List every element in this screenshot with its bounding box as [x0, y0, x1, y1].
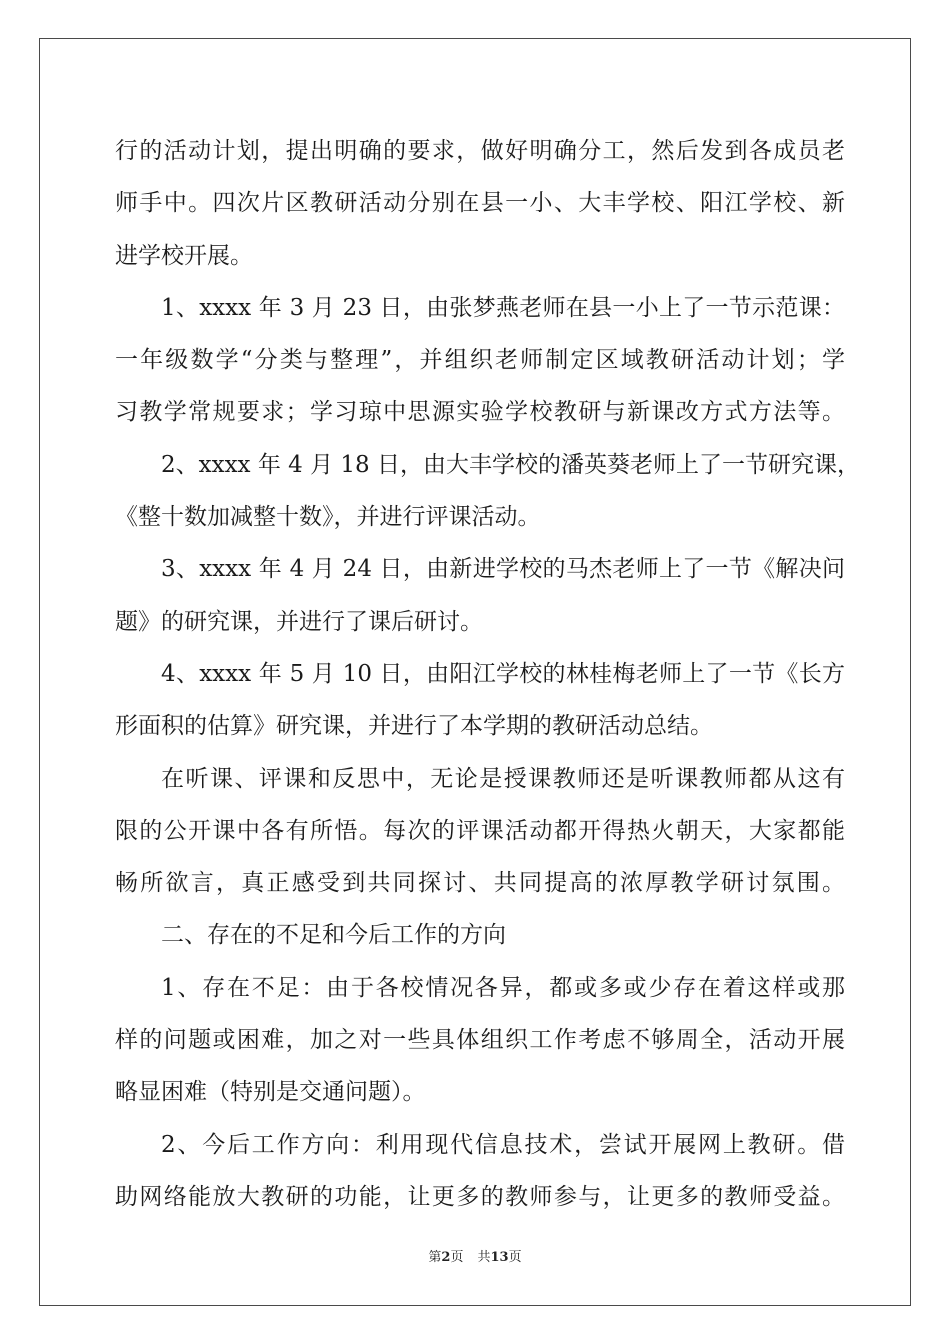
footer-page-suffix: 页 — [450, 1250, 464, 1265]
text-line: 样的问题或困难，加之对一些具体组织工作考虑不够周全，活动开展 — [115, 1027, 845, 1054]
text-line: 在听课、评课和反思中，无论是授课教师还是听课教师都从这有 — [161, 765, 845, 792]
footer-page-total: 13 — [490, 1250, 509, 1265]
footer-total-prefix: 共 — [477, 1250, 491, 1265]
text-line: 助网络能放大教研的功能，让更多的教师参与，让更多的教师受益。 — [115, 1183, 845, 1210]
text-line: 畅所欲言，真正感受到共同探讨、共同提高的浓厚教学研讨氛围。 — [115, 870, 845, 897]
footer-page-current: 2 — [441, 1250, 451, 1265]
text-line: 师手中。四次片区教研活动分别在县一小、大丰学校、阳江学校、新 — [115, 190, 845, 217]
text-line: 二、存在的不足和今后工作的方向 — [161, 922, 506, 949]
text-line: 2、xxxx 年 4 月 18 日，由大丰学校的潘英葵老师上了一节研究课， — [161, 451, 860, 478]
text-line: 4、xxxx 年 5 月 10 日，由阳江学校的林桂梅老师上了一节《长方 — [161, 660, 845, 687]
text-line: 略显困难（特别是交通问题）。 — [115, 1079, 426, 1106]
footer-total-suffix: 页 — [508, 1250, 522, 1265]
text-line: 2、今后工作方向：利用现代信息技术，尝试开展网上教研。借 — [161, 1131, 845, 1158]
text-line: 1、存在不足：由于各校情况各异，都或多或少存在着这样或那 — [161, 974, 845, 1001]
text-line: 《整十数加减整十数》，并进行评课活动。 — [115, 504, 541, 531]
text-line: 限的公开课中各有所悟。每次的评课活动都开得热火朝天，大家都能 — [115, 817, 845, 844]
text-line: 形面积的估算》研究课，并进行了本学期的教研活动总结。 — [115, 713, 713, 740]
text-line: 行的活动计划，提出明确的要求，做好明确分工，然后发到各成员老 — [115, 138, 845, 164]
document-body — [115, 125, 860, 1223]
text-line: 1、xxxx 年 3 月 23 日，由张梦燕老师在县一小上了一节示范课： — [161, 294, 845, 321]
text-line: 一年级数学“分类与整理”，并组织老师制定区域教研活动计划；学 — [115, 347, 845, 374]
page-footer — [0, 1246, 950, 1265]
text-line: 进学校开展。 — [115, 242, 253, 269]
text-line: 题》的研究课，并进行了课后研讨。 — [115, 608, 483, 635]
text-line: 习教学常规要求；学习琼中思源实验学校教研与新课改方式方法等。 — [115, 399, 845, 426]
footer-page-prefix: 第 — [428, 1250, 442, 1265]
text-line: 3、xxxx 年 4 月 24 日，由新进学校的马杰老师上了一节《解决问 — [161, 556, 845, 583]
